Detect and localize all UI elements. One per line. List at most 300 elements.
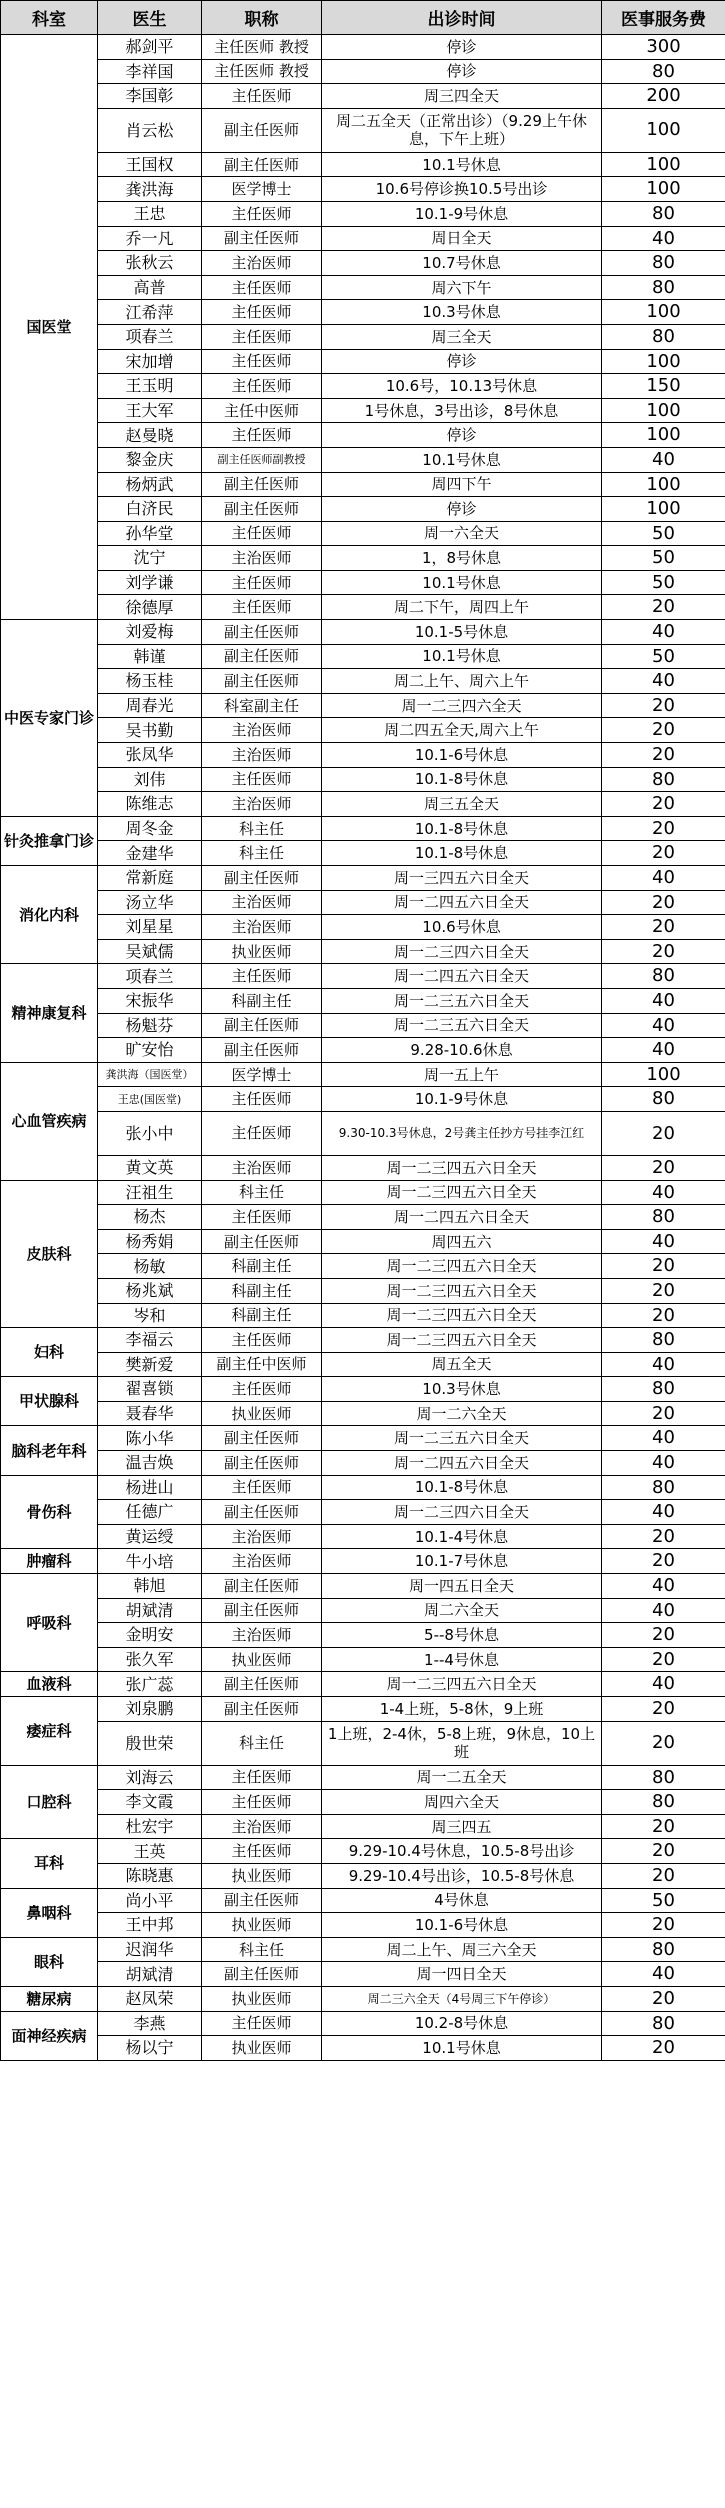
doctor-cell: 黎金庆 (98, 447, 202, 472)
fee-cell: 80 (602, 324, 725, 349)
title-cell: 主任医师 (202, 1839, 322, 1864)
doctor-cell: 尚小平 (98, 1888, 202, 1913)
fee-cell: 50 (602, 644, 725, 669)
table-row (1, 546, 725, 571)
title-cell: 科主任 (202, 1721, 322, 1765)
fee-cell: 40 (602, 1038, 725, 1063)
fee-cell: 20 (602, 890, 725, 915)
schedule-cell: 周一二四五六日全天 (322, 964, 602, 989)
schedule-cell: 10.1-6号休息 (322, 743, 602, 768)
fee-cell: 20 (602, 1254, 725, 1279)
table-row (1, 1426, 725, 1451)
department-cell: 血液科 (1, 1672, 98, 1697)
doctor-cell: 项春兰 (98, 964, 202, 989)
table-row (1, 108, 725, 152)
title-cell: 执业医师 (202, 939, 322, 964)
title-cell: 副主任医师 (202, 1888, 322, 1913)
fee-cell: 20 (602, 1623, 725, 1648)
title-cell: 副主任医师 (202, 644, 322, 669)
title-cell: 主任医师 教授 (202, 59, 322, 84)
fee-cell: 20 (602, 1814, 725, 1839)
title-cell: 副主任医师 (202, 866, 322, 891)
department-cell: 中医专家门诊 (1, 620, 98, 817)
doctor-cell: 牛小培 (98, 1549, 202, 1574)
schedule-cell: 周一二六全天 (322, 1401, 602, 1426)
schedule-cell: 10.1号休息 (322, 152, 602, 177)
schedule-cell: 停诊 (322, 349, 602, 374)
doctor-cell: 刘爱梅 (98, 620, 202, 645)
title-cell: 副主任医师 (202, 1672, 322, 1697)
schedule-cell: 周一二四五六日全天 (322, 890, 602, 915)
doctor-cell: 杨秀娟 (98, 1229, 202, 1254)
fee-cell: 20 (602, 1913, 725, 1938)
schedule-cell: 9.29-10.4号出诊，10.5-8号休息 (322, 1863, 602, 1888)
department-cell: 糖尿病 (1, 1986, 98, 2011)
title-cell: 科主任 (202, 1937, 322, 1962)
table-row (1, 84, 725, 109)
table-row (1, 841, 725, 866)
table-row (1, 1038, 725, 1063)
doctor-cell: 白济民 (98, 497, 202, 522)
fee-cell: 40 (602, 866, 725, 891)
fee-cell: 100 (602, 472, 725, 497)
fee-cell: 20 (602, 1524, 725, 1549)
schedule-cell: 停诊 (322, 59, 602, 84)
fee-cell: 20 (602, 2036, 725, 2061)
title-cell: 主任医师 (202, 374, 322, 399)
title-cell: 科副主任 (202, 1254, 322, 1279)
doctor-cell: 旷安怡 (98, 1038, 202, 1063)
schedule-cell: 10.1-8号休息 (322, 1475, 602, 1500)
table-row (1, 866, 725, 891)
schedule-cell: 周三全天 (322, 324, 602, 349)
table-row (1, 718, 725, 743)
department-cell: 呼吸科 (1, 1574, 98, 1672)
fee-cell: 40 (602, 1500, 725, 1525)
fee-cell: 40 (602, 1451, 725, 1476)
table-row (1, 1303, 725, 1328)
header-doctor: 医生 (98, 1, 202, 35)
title-cell: 科主任 (202, 816, 322, 841)
fee-cell: 80 (602, 1377, 725, 1402)
fee-cell: 80 (602, 59, 725, 84)
doctor-cell: 翟喜锁 (98, 1377, 202, 1402)
fee-cell: 100 (602, 423, 725, 448)
table-row (1, 374, 725, 399)
schedule-cell: 周一二三五六日全天 (322, 1013, 602, 1038)
schedule-cell: 周一二三四五六日全天 (322, 1278, 602, 1303)
table-row (1, 693, 725, 718)
title-cell: 副主任医师 (202, 497, 322, 522)
schedule-cell: 1上班，2-4休，5-8上班，9休息，10上班 (322, 1721, 602, 1765)
title-cell: 主任医师 (202, 1205, 322, 1230)
fee-cell: 40 (602, 620, 725, 645)
schedule-cell: 10.3号休息 (322, 1377, 602, 1402)
fee-cell: 20 (602, 1303, 725, 1328)
title-cell: 主任医师 (202, 300, 322, 325)
table-row (1, 1087, 725, 1112)
table-row (1, 669, 725, 694)
doctor-cell: 刘泉鹏 (98, 1697, 202, 1722)
doctor-cell: 黄文英 (98, 1155, 202, 1180)
fee-cell: 80 (602, 1937, 725, 1962)
header-title: 职称 (202, 1, 322, 35)
schedule-cell: 周六下午 (322, 275, 602, 300)
schedule-cell: 10.6号停诊换10.5号出诊 (322, 177, 602, 202)
table-header (1, 1, 725, 35)
schedule-cell: 周四五六 (322, 1229, 602, 1254)
schedule-cell: 周二上午、周三六全天 (322, 1937, 602, 1962)
table-row (1, 1451, 725, 1476)
title-cell: 科主任 (202, 841, 322, 866)
fee-cell: 80 (602, 1328, 725, 1353)
schedule-cell: 周一二三四五六日全天 (322, 1155, 602, 1180)
table-row (1, 1475, 725, 1500)
doctor-cell: 龚洪海（国医堂） (98, 1062, 202, 1087)
doctor-cell: 张广蕊 (98, 1672, 202, 1697)
title-cell: 主治医师 (202, 1549, 322, 1574)
fee-cell: 20 (602, 792, 725, 817)
table-row (1, 890, 725, 915)
doctor-cell: 岑和 (98, 1303, 202, 1328)
schedule-cell: 周三五全天 (322, 792, 602, 817)
fee-cell: 40 (602, 1180, 725, 1205)
title-cell: 主任医师 (202, 1377, 322, 1402)
doctor-cell: 赵曼晓 (98, 423, 202, 448)
doctor-cell: 张小中 (98, 1111, 202, 1155)
doctor-cell: 周冬金 (98, 816, 202, 841)
title-cell: 副主任中医师 (202, 1352, 322, 1377)
fee-cell: 80 (602, 275, 725, 300)
fee-cell: 20 (602, 1863, 725, 1888)
fee-cell: 20 (602, 743, 725, 768)
doctor-cell: 陈维志 (98, 792, 202, 817)
schedule-cell: 周二上午、周六上午 (322, 669, 602, 694)
doctor-cell: 张秋云 (98, 251, 202, 276)
doctor-cell: 刘伟 (98, 767, 202, 792)
schedule-cell: 周四下午 (322, 472, 602, 497)
doctor-cell: 韩谨 (98, 644, 202, 669)
schedule-cell: 10.6号，10.13号休息 (322, 374, 602, 399)
schedule-cell: 1-4上班，5-8休，9上班 (322, 1697, 602, 1722)
doctor-cell: 胡斌清 (98, 1598, 202, 1623)
table-row (1, 472, 725, 497)
schedule-cell: 1--4号休息 (322, 1647, 602, 1672)
fee-cell: 20 (602, 915, 725, 940)
schedule-cell: 周一二三四六日全天 (322, 939, 602, 964)
fee-cell: 80 (602, 2011, 725, 2036)
fee-cell: 100 (602, 108, 725, 152)
title-cell: 主治医师 (202, 1623, 322, 1648)
doctor-cell: 宋振华 (98, 988, 202, 1013)
schedule-cell: 周一四五日全天 (322, 1574, 602, 1599)
title-cell: 主治医师 (202, 890, 322, 915)
doctor-cell: 王中邦 (98, 1913, 202, 1938)
title-cell: 主治医师 (202, 718, 322, 743)
fee-cell: 20 (602, 841, 725, 866)
table-row (1, 1155, 725, 1180)
department-cell: 鼻咽科 (1, 1888, 98, 1937)
fee-cell: 20 (602, 1111, 725, 1155)
doctor-cell: 吴斌儒 (98, 939, 202, 964)
schedule-cell: 10.1号休息 (322, 570, 602, 595)
title-cell: 主任医师 (202, 1328, 322, 1353)
title-cell: 副主任医师 (202, 1500, 322, 1525)
title-cell: 副主任医师 (202, 1013, 322, 1038)
schedule-cell: 10.1-9号休息 (322, 201, 602, 226)
title-cell: 主治医师 (202, 1524, 322, 1549)
department-cell: 口腔科 (1, 1765, 98, 1839)
department-cell: 针灸推拿门诊 (1, 816, 98, 865)
table-row (1, 1814, 725, 1839)
doctor-cell: 常新庭 (98, 866, 202, 891)
schedule-cell: 周一四日全天 (322, 1962, 602, 1987)
department-cell: 肿瘤科 (1, 1549, 98, 1574)
doctor-cell: 温吉焕 (98, 1451, 202, 1476)
table-row (1, 1549, 725, 1574)
fee-cell: 20 (602, 1155, 725, 1180)
fee-cell: 80 (602, 964, 725, 989)
schedule-cell: 10.1-6号休息 (322, 1913, 602, 1938)
fee-cell: 20 (602, 718, 725, 743)
table-row (1, 939, 725, 964)
doctor-cell: 樊新爱 (98, 1352, 202, 1377)
doctor-cell: 张凤华 (98, 743, 202, 768)
fee-cell: 300 (602, 35, 725, 60)
title-cell: 主任医师 (202, 349, 322, 374)
fee-cell: 40 (602, 1229, 725, 1254)
table-row (1, 816, 725, 841)
fee-cell: 100 (602, 398, 725, 423)
fee-cell: 50 (602, 570, 725, 595)
title-cell: 主任医师 (202, 1087, 322, 1112)
title-cell: 科室副主任 (202, 693, 322, 718)
title-cell: 执业医师 (202, 1401, 322, 1426)
schedule-cell: 9.29-10.4号休息，10.5-8号出诊 (322, 1839, 602, 1864)
table-row (1, 1986, 725, 2011)
title-cell: 副主任医师 (202, 472, 322, 497)
doctor-cell: 杨杰 (98, 1205, 202, 1230)
doctor-cell: 杨魁芬 (98, 1013, 202, 1038)
table-row (1, 423, 725, 448)
fee-cell: 100 (602, 177, 725, 202)
doctor-cell: 王英 (98, 1839, 202, 1864)
header-fee: 医事服务费 (602, 1, 725, 35)
schedule-cell: 5--8号休息 (322, 1623, 602, 1648)
table-row (1, 915, 725, 940)
doctor-cell: 张久军 (98, 1647, 202, 1672)
title-cell: 主任医师 (202, 423, 322, 448)
table-row (1, 1598, 725, 1623)
doctor-cell: 杨进山 (98, 1475, 202, 1500)
title-cell: 科副主任 (202, 1278, 322, 1303)
schedule-cell: 周二四五全天,周六上午 (322, 718, 602, 743)
title-cell: 主任医师 (202, 521, 322, 546)
department-cell: 骨伤科 (1, 1475, 98, 1549)
schedule-cell: 周三四全天 (322, 84, 602, 109)
doctor-cell: 殷世荣 (98, 1721, 202, 1765)
schedule-cell: 周一二五全天 (322, 1765, 602, 1790)
doctor-cell: 李燕 (98, 2011, 202, 2036)
schedule-cell: 停诊 (322, 497, 602, 522)
title-cell: 科主任 (202, 1180, 322, 1205)
fee-cell: 40 (602, 1962, 725, 1987)
schedule-cell: 周一二三四五六日全天 (322, 1672, 602, 1697)
table-row (1, 1229, 725, 1254)
fee-cell: 20 (602, 1647, 725, 1672)
doctor-cell: 陈小华 (98, 1426, 202, 1451)
fee-cell: 40 (602, 1574, 725, 1599)
doctor-cell: 王忠(国医堂) (98, 1087, 202, 1112)
table-row (1, 35, 725, 60)
fee-cell: 40 (602, 1013, 725, 1038)
schedule-cell: 周一二三四六全天 (322, 693, 602, 718)
department-cell: 消化内科 (1, 866, 98, 964)
title-cell: 副主任医师 (202, 1038, 322, 1063)
doctor-cell: 刘星星 (98, 915, 202, 940)
schedule-cell: 停诊 (322, 423, 602, 448)
schedule-cell: 10.1号休息 (322, 2036, 602, 2061)
table-row (1, 201, 725, 226)
schedule-cell: 停诊 (322, 35, 602, 60)
doctor-cell: 李福云 (98, 1328, 202, 1353)
table-row (1, 1839, 725, 1864)
title-cell: 主任医师 (202, 964, 322, 989)
schedule-cell: 周一二四五六日全天 (322, 1451, 602, 1476)
department-cell: 痿症科 (1, 1697, 98, 1766)
doctor-cell: 汤立华 (98, 890, 202, 915)
table-row (1, 177, 725, 202)
doctor-cell: 赵凤荣 (98, 1986, 202, 2011)
title-cell: 副主任医师 (202, 1574, 322, 1599)
schedule-cell: 10.2-8号休息 (322, 2011, 602, 2036)
table-row (1, 792, 725, 817)
doctor-cell: 杨炳武 (98, 472, 202, 497)
table-row (1, 2011, 725, 2036)
fee-cell: 80 (602, 251, 725, 276)
table-row (1, 2036, 725, 2061)
fee-cell: 80 (602, 1205, 725, 1230)
table-row (1, 1647, 725, 1672)
table-row (1, 1205, 725, 1230)
fee-cell: 20 (602, 1278, 725, 1303)
department-cell: 国医堂 (1, 35, 98, 620)
title-cell: 主任医师 (202, 1111, 322, 1155)
table-row (1, 275, 725, 300)
department-cell: 皮肤科 (1, 1180, 98, 1328)
schedule-cell: 周一二三四五六日全天 (322, 1180, 602, 1205)
table-row (1, 1962, 725, 1987)
doctor-cell: 黄运绶 (98, 1524, 202, 1549)
doctor-cell: 聂春华 (98, 1401, 202, 1426)
doctor-cell: 郝剑平 (98, 35, 202, 60)
schedule-cell: 9.30-10.3号休息，2号龚主任抄方号挂李江红 (322, 1111, 602, 1155)
doctor-cell: 沈宁 (98, 546, 202, 571)
table-row (1, 1352, 725, 1377)
doctor-cell: 宋加增 (98, 349, 202, 374)
table-row (1, 570, 725, 595)
doctor-cell: 刘学谦 (98, 570, 202, 595)
doctor-cell: 李祥国 (98, 59, 202, 84)
fee-cell: 50 (602, 521, 725, 546)
title-cell: 副主任医师副教授 (202, 447, 322, 472)
fee-cell: 20 (602, 1401, 725, 1426)
doctor-cell: 孙华堂 (98, 521, 202, 546)
department-cell: 眼科 (1, 1937, 98, 1986)
table-row (1, 1254, 725, 1279)
title-cell: 主治医师 (202, 792, 322, 817)
title-cell: 主治医师 (202, 1155, 322, 1180)
department-cell: 精神康复科 (1, 964, 98, 1062)
doctor-cell: 高普 (98, 275, 202, 300)
table-row (1, 1377, 725, 1402)
title-cell: 主任医师 (202, 275, 322, 300)
title-cell: 执业医师 (202, 1647, 322, 1672)
fee-cell: 80 (602, 1790, 725, 1815)
title-cell: 主任中医师 (202, 398, 322, 423)
fee-cell: 40 (602, 988, 725, 1013)
doctor-cell: 杨玉桂 (98, 669, 202, 694)
table-row (1, 300, 725, 325)
schedule-cell: 周一二三四五六日全天 (322, 1328, 602, 1353)
table-row (1, 1697, 725, 1722)
schedule-cell: 周一二三四六日全天 (322, 1500, 602, 1525)
table-row (1, 398, 725, 423)
fee-cell: 80 (602, 1765, 725, 1790)
title-cell: 主任医师 (202, 324, 322, 349)
table-row (1, 620, 725, 645)
title-cell: 主任医师 (202, 595, 322, 620)
table-row (1, 767, 725, 792)
table-row (1, 1721, 725, 1765)
schedule-cell: 10.1-8号休息 (322, 841, 602, 866)
department-cell: 心血管疾病 (1, 1062, 98, 1180)
table-row (1, 1888, 725, 1913)
title-cell: 医学博士 (202, 1062, 322, 1087)
table-row (1, 1278, 725, 1303)
title-cell: 副主任医师 (202, 152, 322, 177)
doctor-cell: 任德广 (98, 1500, 202, 1525)
schedule-cell: 10.3号休息 (322, 300, 602, 325)
title-cell: 副主任医师 (202, 669, 322, 694)
doctor-cell: 韩旭 (98, 1574, 202, 1599)
fee-cell: 50 (602, 546, 725, 571)
table-row (1, 1574, 725, 1599)
table-row (1, 743, 725, 768)
department-cell: 甲状腺科 (1, 1377, 98, 1426)
fee-cell: 150 (602, 374, 725, 399)
department-cell: 脑科老年科 (1, 1426, 98, 1475)
table-row (1, 226, 725, 251)
doctor-cell: 杨敏 (98, 1254, 202, 1279)
title-cell: 主治医师 (202, 546, 322, 571)
fee-cell: 100 (602, 152, 725, 177)
schedule-cell: 10.1-8号休息 (322, 816, 602, 841)
table-row (1, 988, 725, 1013)
fee-cell: 40 (602, 1352, 725, 1377)
table-row (1, 964, 725, 989)
doctor-cell: 乔一凡 (98, 226, 202, 251)
doctor-cell: 金建华 (98, 841, 202, 866)
fee-cell: 80 (602, 767, 725, 792)
fee-cell: 100 (602, 349, 725, 374)
doctor-cell: 江希萍 (98, 300, 202, 325)
schedule-cell: 10.7号休息 (322, 251, 602, 276)
title-cell: 副主任医师 (202, 108, 322, 152)
title-cell: 执业医师 (202, 1913, 322, 1938)
table-row (1, 152, 725, 177)
table-row (1, 1062, 725, 1087)
